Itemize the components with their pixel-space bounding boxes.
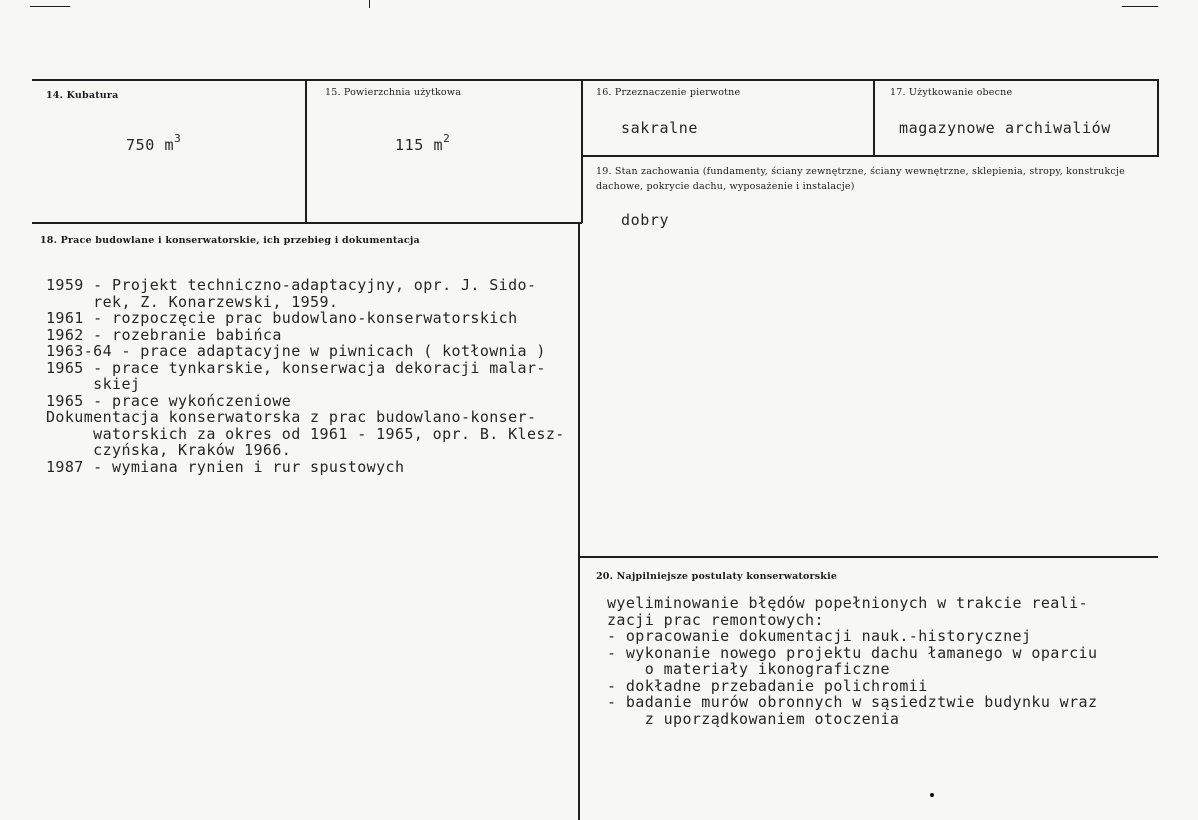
field-18-line: rek, Z. Konarzewski, 1959.: [46, 292, 339, 311]
top-edge-mark-right: [1122, 6, 1158, 7]
field-20-line: - opracowanie dokumentacji nauk.-historycznej: [607, 627, 1032, 645]
field-15-number: 115 m: [395, 136, 444, 154]
field-18-line: 1965 - prace tynkarskie, konserwacja dekoracji malar-: [46, 358, 546, 377]
field-18-line: 1965 - prace wykończeniowe: [46, 391, 292, 410]
field-18-line: 1963-64 - prace adaptacyjne w piwnicach ( kotłownia ): [46, 342, 546, 360]
field-15-value: [395, 134, 450, 154]
grid-divider-16-17: [873, 79, 875, 157]
field-18-line: czyńska, Kraków 1966.: [46, 441, 292, 459]
field-20-label: 20. Najpilniejsze postulaty konserwatorskie: [596, 571, 838, 582]
grid-divider-18-19: [578, 222, 580, 820]
field-14-exponent: 3: [174, 132, 182, 145]
top-edge-mark-left: [30, 6, 70, 7]
grid-rule-below-16-17: [581, 155, 1158, 157]
grid-divider-14-15: [305, 79, 307, 223]
field-20-entries: [607, 595, 1097, 727]
top-edge-tick: [369, 0, 370, 8]
field-14-value: [126, 134, 181, 154]
field-18-line: skiej: [46, 375, 141, 393]
field-17-label: 17. Użytkowanie obecne: [890, 87, 1013, 98]
field-15-label: 15. Powierzchnia użytkowa: [325, 87, 462, 98]
field-20-line: o materiały ikonograficzne: [607, 660, 890, 678]
grid-rule-below-19: [578, 556, 1158, 558]
field-18-line: watorskich za okres od 1961 - 1965, opr. B. Klesz-: [46, 424, 565, 443]
field-19-label: 19. Stan zachowania (fundamenty, ściany zewnętrzne, ściany wewnętrzne, sklepienia, stropy, konstrukcje dachowe, pokrycie dachu, wyposażenie i instalacje): [596, 166, 1125, 192]
field-18-line: 1962 - rozebranie babińca: [46, 325, 282, 344]
grid-rule-below-14-15: [32, 222, 582, 224]
grid-right-edge-top: [1157, 79, 1159, 157]
grid-top-rule: [32, 79, 1158, 81]
field-18-line: 1961 - rozpoczęcie prac budowlano-konserwatorskich: [46, 309, 518, 327]
field-18-line: 1959 - Projekt techniczno-adaptacyjny, opr. J. Sido-: [46, 276, 537, 294]
field-17-value: magazynowe archiwaliów: [899, 119, 1111, 137]
field-20-line: - dokładne przebadanie polichromii: [607, 676, 928, 695]
field-18-label: 18. Prace budowlane i konserwatorskie, ich przebieg i dokumentacja: [40, 235, 420, 246]
field-18-line: Dokumentacja konserwatorska z prac budowlano-konser-: [46, 408, 537, 426]
field-20-line: wyeliminowanie błędów popełnionych w trakcie reali-: [607, 594, 1088, 612]
field-14-number: 750 m: [126, 136, 175, 154]
field-16-label: 16. Przeznaczenie pierwotne: [596, 87, 741, 98]
field-20-line: z uporządkowaniem otoczenia: [607, 709, 900, 728]
field-15-exponent: 2: [443, 132, 451, 145]
ink-speck: [930, 793, 934, 797]
field-19-value: dobry: [621, 211, 670, 229]
field-20-line: zacji prac remontowych:: [607, 610, 824, 629]
field-14-label: 14. Kubatura: [46, 90, 119, 101]
field-20-line: - wykonanie nowego projektu dachu łamanego w oparciu: [607, 643, 1098, 662]
field-18-line: 1987 - wymiana rynien i rur spustowych: [46, 457, 405, 476]
field-20-line: - badanie murów obronnych w sąsiedztwie budynku wraz: [607, 693, 1098, 711]
field-18-entries: [46, 277, 565, 475]
grid-divider-15-16: [581, 79, 583, 223]
field-16-value: sakralne: [621, 119, 699, 137]
